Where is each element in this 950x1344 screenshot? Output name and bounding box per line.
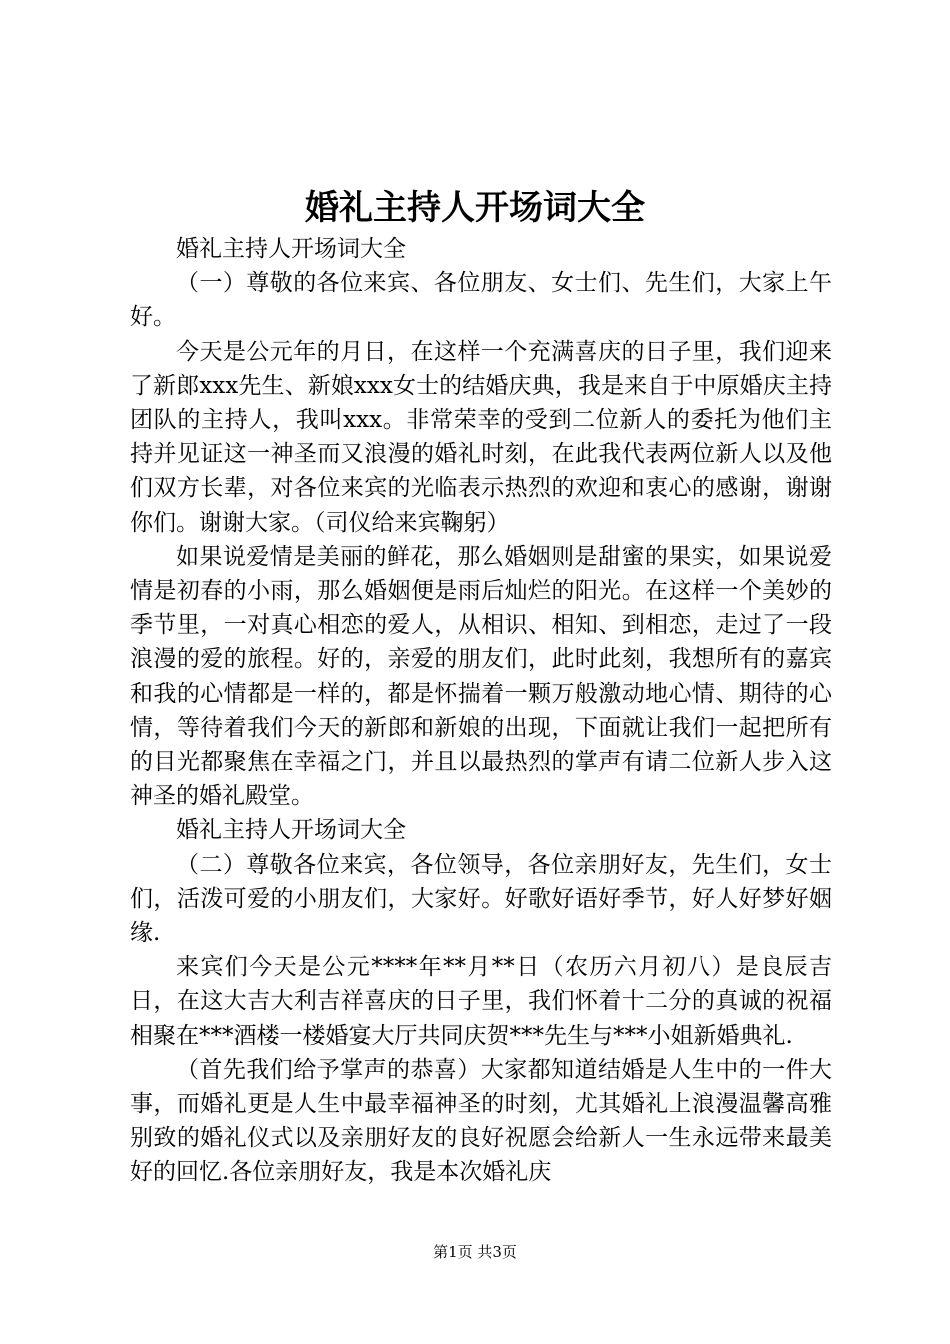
paragraph: 今天是公元年的月日，在这样一个充满喜庆的日子里，我们迎来了新郎xxx先生、新娘xxx女士的结婚庆典，我是来自于中原婚庆主持团队的主持人，我叫xxx。非常荣幸的受到二位新人的委托为他们主持并见证这一神圣而又浪漫的婚礼时刻，在此我代表两位新人以及他们双方长辈，对各位来宾的光临表示热烈的欢迎和衷心的感谢，谢谢你们。谢谢大家。（司仪给来宾鞠躬）	[130, 338, 832, 536]
paragraph: 婚礼主持人开场词大全	[176, 817, 406, 844]
paragraph: （二）尊敬各位来宾，各位领导，各位亲朋好友，先生们，女士们，活泼可爱的小朋友们，大家好。好歌好语好季节，好人好梦好姻缘.	[130, 851, 832, 947]
page-footer: 第1页 共3页	[433, 1243, 517, 1261]
paragraph: 来宾们今天是公元****年**月**日（农历六月初八）是良辰吉日，在这大吉大利吉祥喜庆的日子里，我们怀着十二分的真诚的祝福相聚在***酒楼一楼婚宴大厅共同庆贺***先生与***小姐新婚典礼.	[130, 954, 832, 1049]
paragraph: （一）尊敬的各位来宾、各位朋友、女士们、先生们，大家上午好。	[130, 270, 832, 331]
document-body	[130, 232, 832, 1190]
paragraph: （首先我们给予掌声的恭喜）大家都知道结婚是人生中的一件大事，而婚礼更是人生中最幸福神圣的时刻，尤其婚礼上浪漫温馨高雅别致的婚礼仪式以及亲朋好友的良好祝愿会给新人一生永远带来最美好的回忆.各位亲朋好友，我是本次婚礼庆	[130, 1056, 832, 1186]
paragraph: 婚礼主持人开场词大全	[176, 236, 406, 262]
document-title: 婚礼主持人开场词大全	[305, 188, 645, 228]
paragraph: 如果说爱情是美丽的鲜花，那么婚姻则是甜蜜的果实，如果说爱情是初春的小雨，那么婚姻便是雨后灿烂的阳光。在这样一个美妙的季节里，一对真心相恋的爱人，从相识、相知、到相恋，走过了一段浪漫的爱的旅程。好的，亲爱的朋友们，此时此刻，我想所有的嘉宾和我的心情都是一样的，都是怀揣着一颗万般激动地心情、期待的心情，等待着我们今天的新郎和新娘的出现，下面就让我们一起把所有的目光都聚焦在幸福之门，并且以最热烈的掌声有请二位新人步入这神圣的婚礼殿堂。	[130, 543, 832, 810]
